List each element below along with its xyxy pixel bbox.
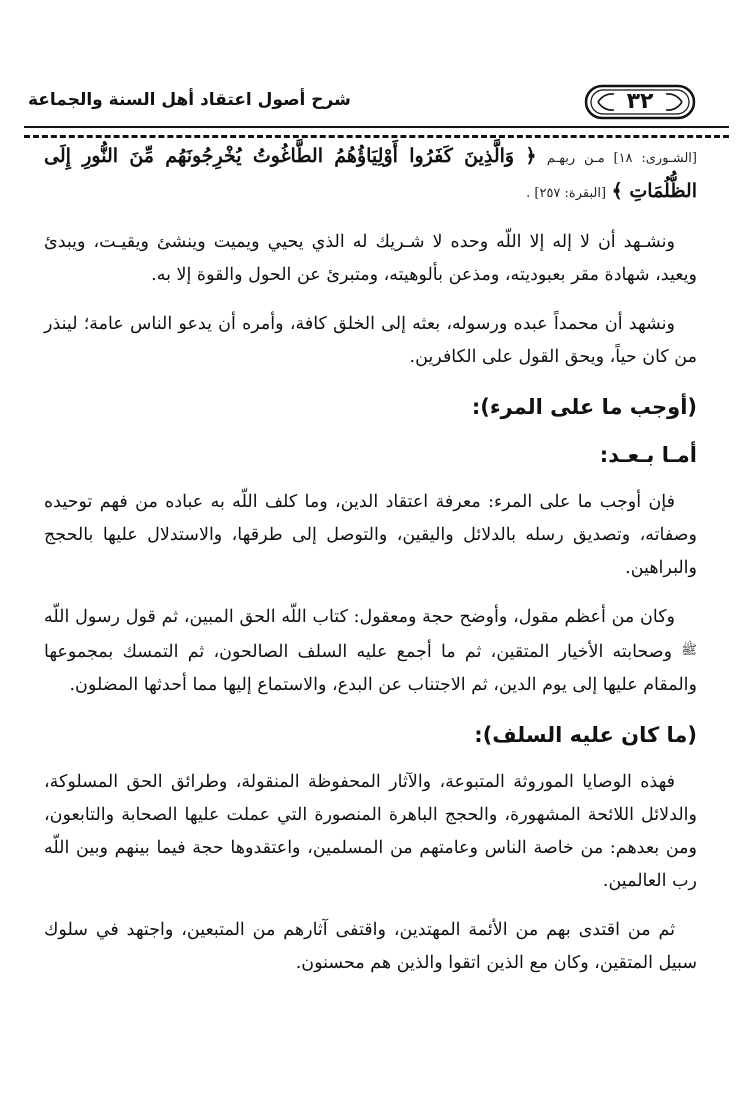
page-number-badge	[584, 84, 696, 120]
paragraph-obligation: فإن أوجب ما على المرء: معرفة اعتقاد الدين، وما كلف اللّه به عباده من فهم توحيده وصفاته، وتصديق رسله بالدلائل واليقين، والتوصل إلى طرقها، والاستدلال عليها بالحجج والبراهين.	[44, 492, 697, 578]
paragraph-sources	[44, 601, 697, 702]
paragraph-shahada: ونشـهد أن لا إله إلا اللّه وحده لا شـريك له الذي يحيي ويميت وينشئ ويقيـت، ويبدئ ويعيد، شهادة مقر بعبوديته، ومذعن بألوهيته، ومتبرئ عن الحول والقوة إلا به.	[44, 232, 697, 285]
paragraph-sources-part-b: وصحابته الأخيار المتقين، ثم ما أجمع عليه السلف الصالحون، ثم التمسك بمجموعها والمقام عليها إلى يوم الدين، ثم الاجتناب عن البدع، والاستماع إليها مما أحدثها المضلون.	[44, 642, 697, 695]
paragraph-verse	[44, 140, 697, 210]
page-header	[24, 80, 729, 124]
section-heading-salaf: (ما كان عليه السلف):	[474, 723, 697, 747]
body-text	[44, 140, 697, 996]
section-heading-amma-bad: أمـا بـعـد:	[599, 443, 697, 467]
header-divider	[24, 126, 729, 138]
section-heading-obligation: (أوجب ما على المرء):	[471, 395, 697, 419]
running-title: شرح أصول اعتقاد أهل السنة والجماعة	[28, 90, 351, 110]
verse-reference-baqarah: [البقرة: ٢٥٧] .	[526, 186, 607, 201]
page-number: ٣٢	[626, 89, 654, 114]
paragraph-legacy: فهذه الوصايا الموروثة المتبوعة، والآثار المحفوظة المنقولة، وطرائق الحق المسلوكة، والدلائل اللائحة المشهورة، والحجج الباهرة المنصورة التي عملت عليها الصحابة والتابعون، ومن بعدهم: من خاصة الناس وعامتهم من المسلمين، واعتقدوها حجة فيما بينهم وبين اللّه رب العالمين.	[44, 772, 697, 891]
verse-reference-shura: [الشـورى: ١٨] مـن ربهـم	[546, 151, 697, 166]
salla-ligature-icon: ﷺ	[681, 643, 697, 658]
quran-verse: ﴿ وَالَّذِينَ كَفَرُوا أَوْلِيَاؤُهُمُ الطَّاغُوتُ يُخْرِجُونَهُم مِّنَ النُّورِ إِلَى الظُّلُمَاتِ ﴾	[44, 145, 697, 202]
paragraph-followers: ثم من اقتدى بهم من الأئمة المهتدين، واقتفى آثارهم من المتبعين، واجتهد في سلوك سبيل المتقين، وكان مع الذين اتقوا والذين هم محسنون.	[44, 920, 697, 973]
paragraph-messenger: ونشهد أن محمداً عبده ورسوله، بعثه إلى الخلق كافة، وأمره أن يدعو الناس عامة؛ لينذر من كان حياً، ويحق القول على الكافرين.	[44, 314, 697, 367]
paragraph-sources-part-a: وكان من أعظم مقول، وأوضح حجة ومعقول: كتاب اللّه الحق المبين، ثم قول رسول اللّه	[44, 607, 675, 627]
